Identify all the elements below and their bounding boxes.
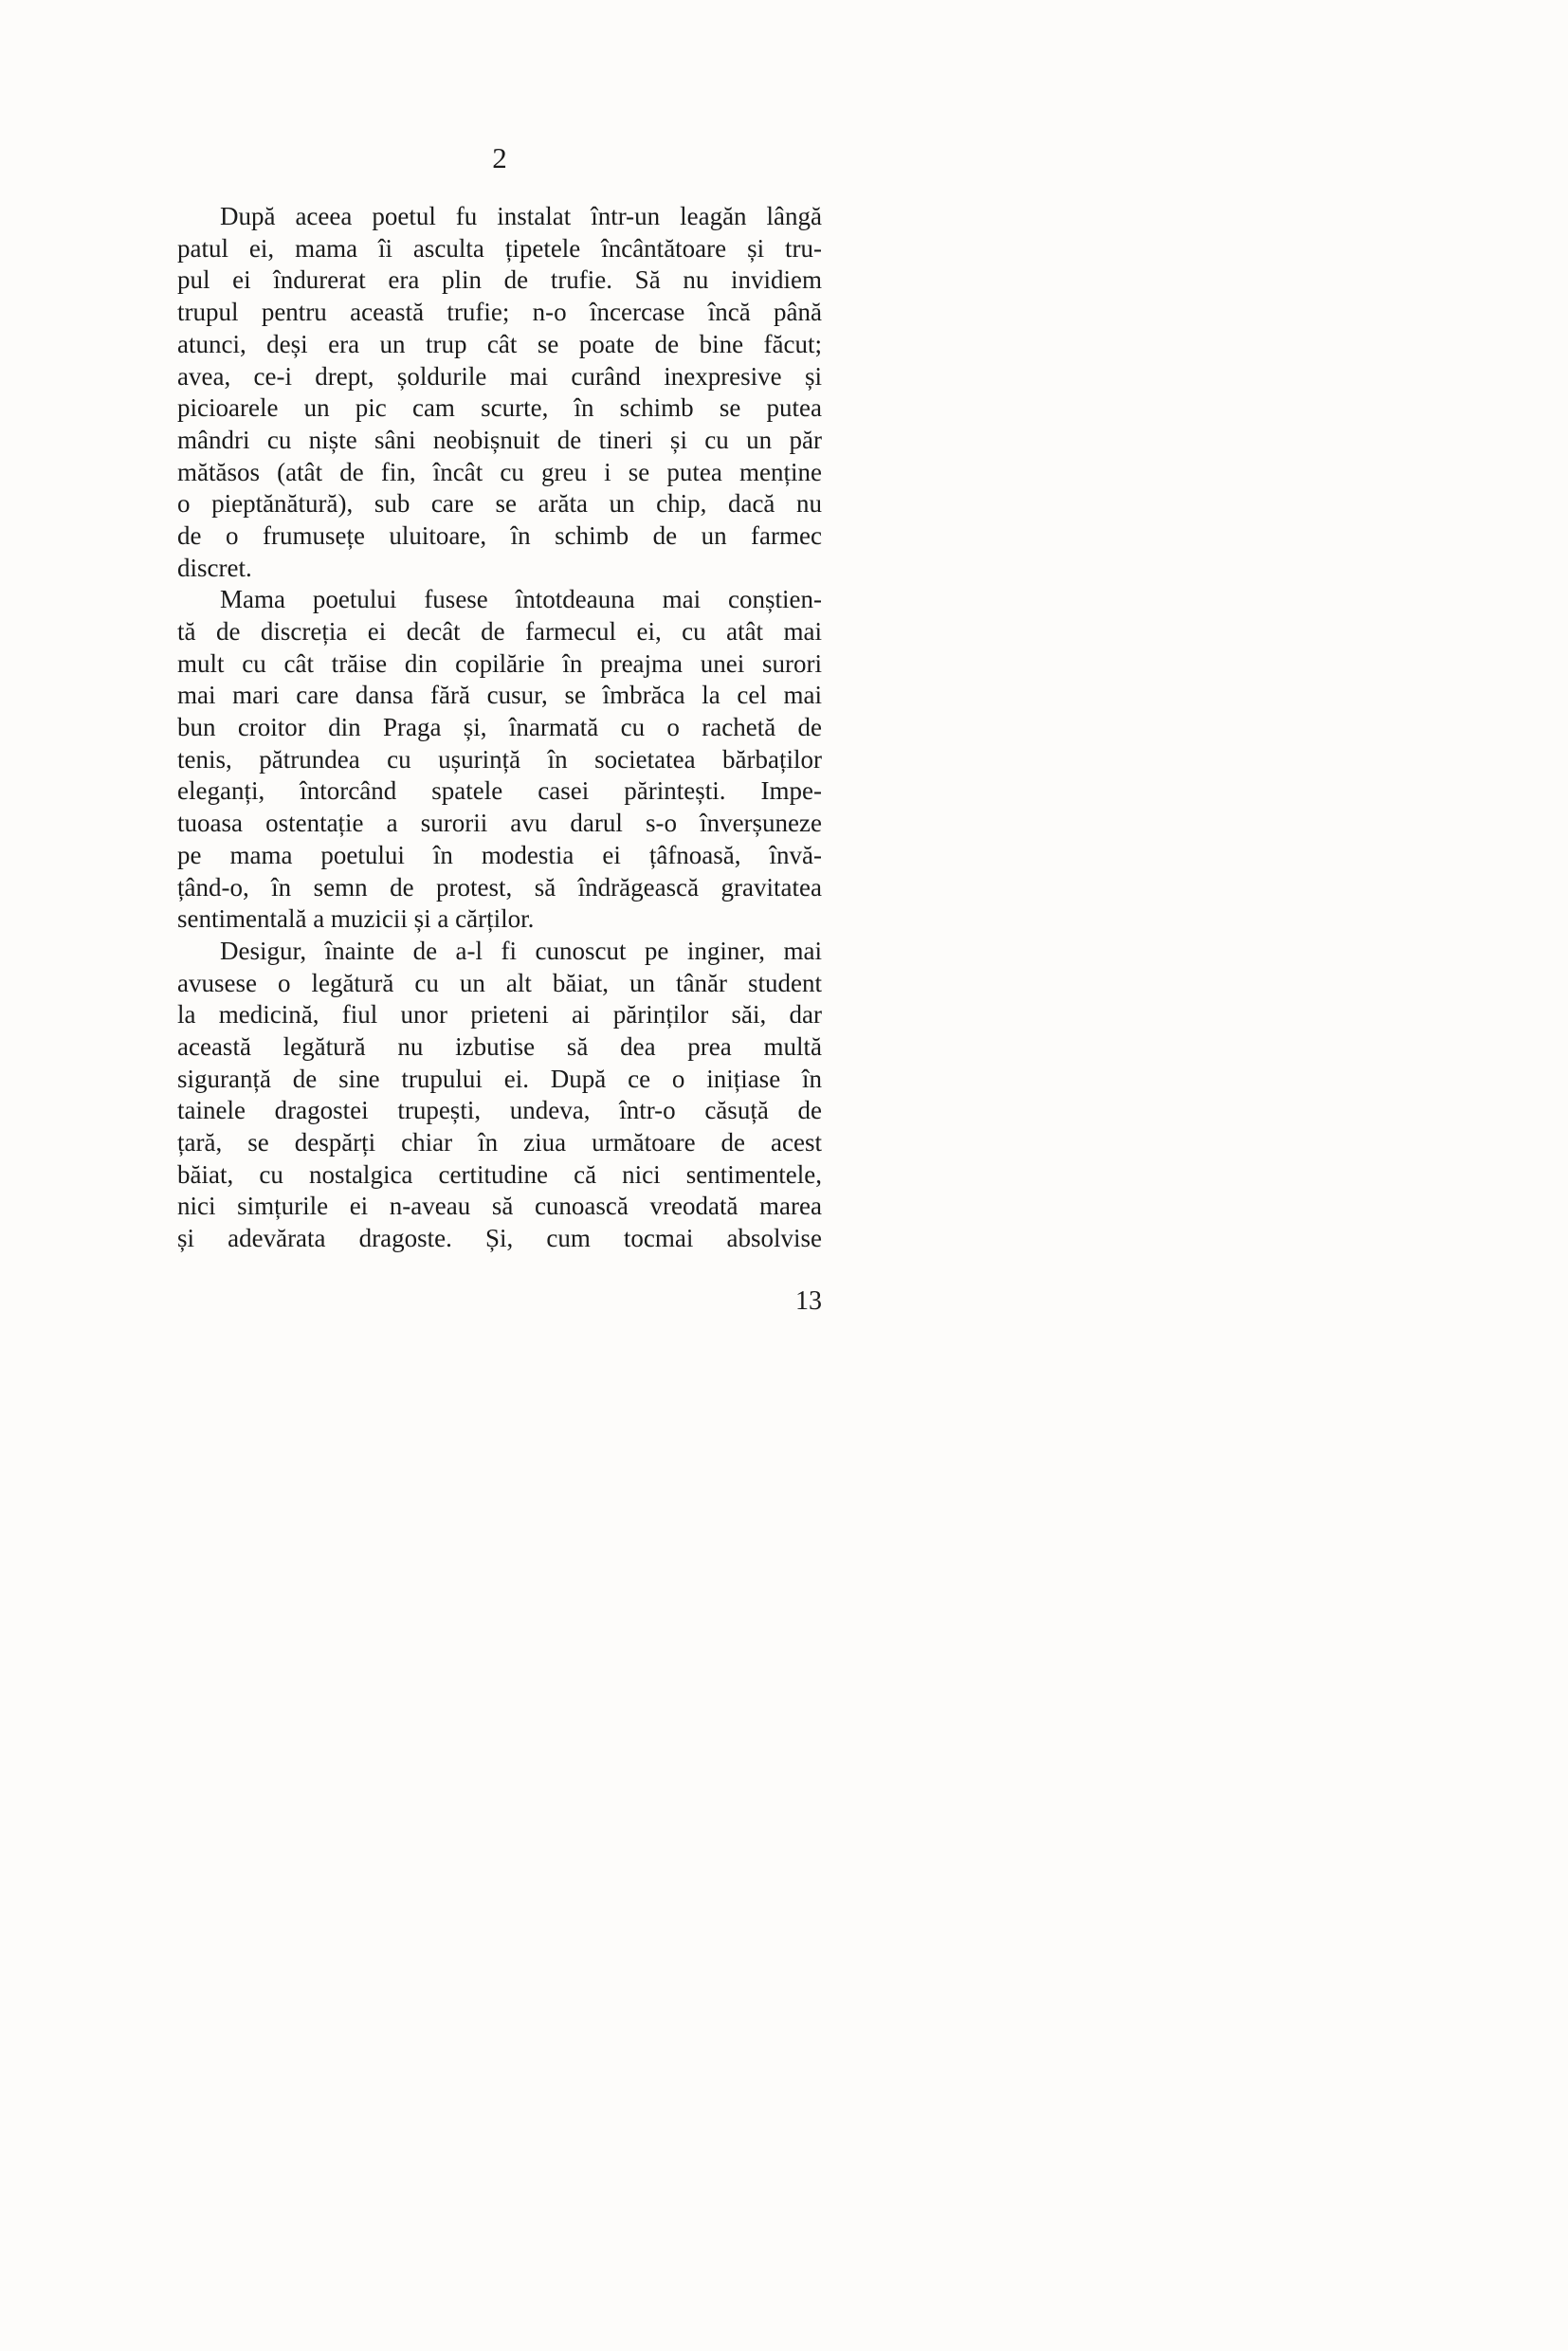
text-line: băiat, cu nostalgica certitudine că nici sentimentele, xyxy=(177,1159,822,1189)
text-line: mătăsos (atât de fin, încât cu greu i se putea menține xyxy=(177,457,822,486)
text-line: patul ei, mama îi asculta țipetele încântătoare și tru- xyxy=(177,233,822,263)
text-line: sentimentală a muzicii și a cărților. xyxy=(177,904,535,934)
text-line: Mama poetului fusese întotdeauna mai conștien- xyxy=(220,585,822,614)
text-line: tă de discreția ei decât de farmecul ei, cu atât mai xyxy=(177,617,822,647)
text-line: țară, se despărți chiar în ziua următoare de acest xyxy=(177,1128,822,1157)
text-line: la medicină, fiul unor prieteni ai părinților săi, dar xyxy=(177,1000,822,1030)
text-line: bun croitor din Praga și, înarmată cu o rachetă de xyxy=(177,713,822,742)
text-line: mai mari care dansa fără cusur, se îmbrăca la cel mai xyxy=(177,681,822,710)
text-line: avea, ce-i drept, șoldurile mai curând inexpresive și xyxy=(177,361,822,391)
text-line: picioarele un pic cam scurte, în schimb se putea xyxy=(177,393,822,423)
paragraph xyxy=(177,584,822,936)
text-line: mult cu cât trăise din copilărie în preajma unei surori xyxy=(177,648,822,678)
text-line: și adevărata dragoste. Și, cum tocmai absolvise xyxy=(177,1224,822,1253)
paragraph xyxy=(177,201,822,584)
text-line: tenis, pătrundea cu ușurință în societatea bărbaților xyxy=(177,744,822,774)
text-line: tainele dragostei trupești, undeva, într-o căsuță de xyxy=(177,1096,822,1125)
text-line: După aceea poetul fu instalat într-un leagăn lângă xyxy=(220,202,822,231)
text-line: avusese o legătură cu un alt băiat, un tânăr student xyxy=(177,968,822,997)
text-line: țând-o, în semn de protest, să îndrăgească gravitatea xyxy=(177,872,822,902)
text-line: o pieptănătură), sub care se arăta un chip, dacă nu xyxy=(177,489,822,519)
text-line: eleganți, întorcând spatele casei părintești. Impe- xyxy=(177,776,822,806)
paragraph xyxy=(177,936,822,1255)
text-line: această legătură nu izbutise să dea prea multă xyxy=(177,1031,822,1061)
text-line: Desigur, înainte de a-l fi cunoscut pe inginer, mai xyxy=(220,936,822,965)
text-line: trupul pentru această trufie; n-o încercase încă până xyxy=(177,298,822,327)
text-line: siguranță de sine trupului ei. După ce o inițiase în xyxy=(177,1064,822,1093)
text-line: atunci, deși era un trup cât se poate de bine făcut; xyxy=(177,329,822,358)
text-line: pe mama poetului în modestia ei țâfnoasă, învă- xyxy=(177,840,822,869)
text-line: tuoasa ostentație a surorii avu darul s-o înverșuneze xyxy=(177,809,822,838)
page-number: 13 xyxy=(795,1285,822,1316)
text-line: discret. xyxy=(177,553,252,582)
text-column xyxy=(177,142,822,1317)
text-line: mândri cu niște sâni neobișnuit de tineri și cu un păr xyxy=(177,425,822,454)
text-line: de o frumusețe uluitoare, în schimb de un farmec xyxy=(177,520,822,550)
text-line: nici simțurile ei n-aveau să cunoască vreodată marea xyxy=(177,1192,822,1221)
chapter-number: 2 xyxy=(492,141,507,174)
text-line: pul ei îndurerat era plin de trufie. Să nu invidiem xyxy=(177,265,822,295)
body-text xyxy=(177,201,822,1255)
